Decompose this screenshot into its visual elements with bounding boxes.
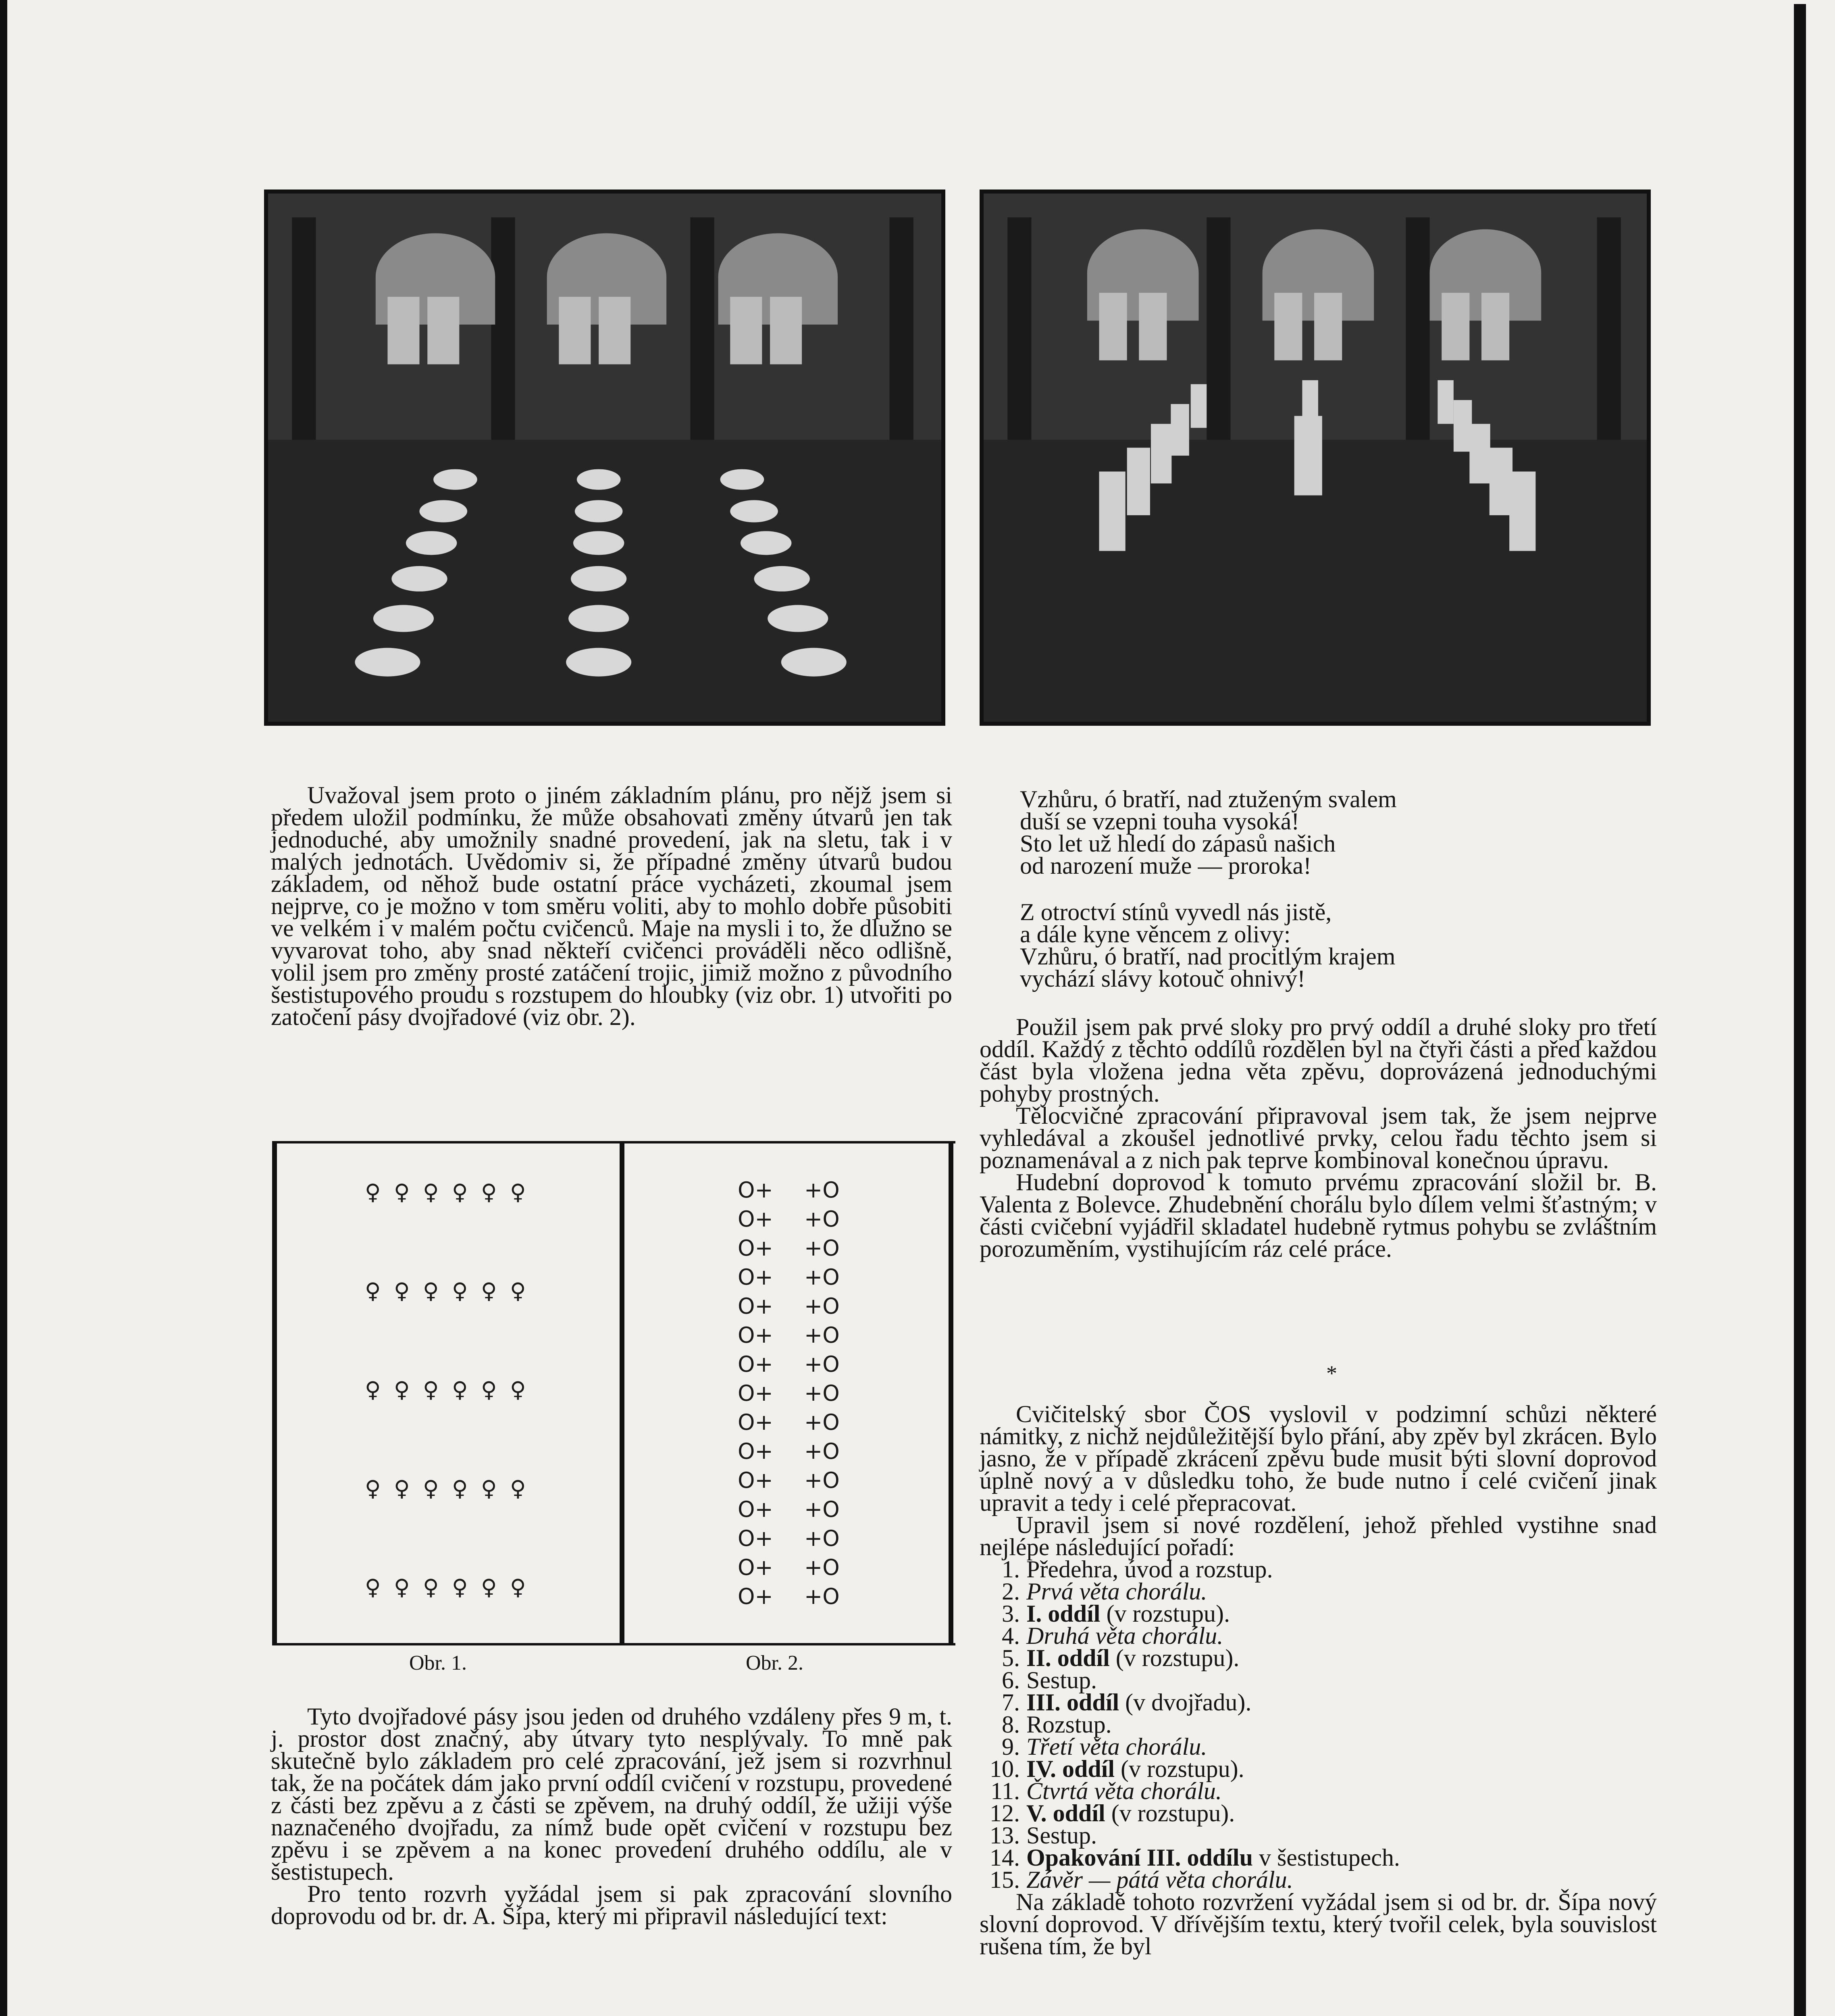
gymnast-symbol: ♀ [510, 1476, 526, 1501]
caption-figure-2: Obr. 2. [746, 1652, 803, 1674]
list-text [1026, 1622, 1223, 1649]
list-text-italic: Třetí věta chorálu. [1026, 1733, 1207, 1760]
list-number: 8. [1002, 1711, 1020, 1738]
list-number: 6. [1002, 1667, 1020, 1693]
gymnast-symbol: ♀ [452, 1377, 468, 1402]
diagram-divider [620, 1141, 624, 1643]
gymnast-symbol: ♀ [481, 1377, 497, 1402]
gymnast-pair-left: O+ [738, 1235, 773, 1261]
poem [1020, 788, 1657, 990]
list-text-italic: Prvá věta chorálu. [1026, 1578, 1207, 1605]
formation-diagram [272, 1141, 955, 1645]
gymnast-pair-right: +O [804, 1264, 840, 1290]
list-text-plain: Rozstup. [1026, 1711, 1112, 1738]
paragraph: Použil jsem pak prvé sloky pro prvý oddíl a druhé sloky pro třetí oddíl. Každý z těchto oddílů rozdělen byl na čtyři části a před každou část byla vložena jedna věta zpěvu, doprovázená jednoduchými pohyby prostných. [980, 1014, 1657, 1107]
paragraph: Hudební doprovod k tomuto prvému zpracování složil br. B. Valenta z Bolevce. Zhudebnění chorálu bylo dílem velmi šťastným; v části cvičební vyjádřil skladatel hudebně rytmus pohybu se zvláštním porozuměním, vystihujícím ráz celé práce. [980, 1169, 1657, 1262]
gymnast-pair-left: O+ [738, 1293, 773, 1319]
paragraph: Uvažoval jsem proto o jiném základním plánu, pro nějž jsem si předem uložil podmínku, že může obsahovati změny útvarů jen tak jednoduché, aby umožnily snadné provedení, jak na sletu, tak i v malých jednotách. Uvědomiv si, že případné změny útvarů budou základem, od něhož bude ostatní práce vycházeti, zkoumal jsem nejprve, co je možno v tom směru voliti, aby to mohlo dobře působiti ve velkém i v malém počtu cvičenců. Maje na mysli i to, že dlužno se vyvarovat toho, aby snad někteří cvičenci prováděli něco odlišně, volil jsem pro změny prosté zatáčení trojic, jimiž možno z původního šestistupového proudu s rozstupem do hloubky (viz obr. 1) utvořiti po zatočení pásy dvojřadové (viz obr. 2). [271, 782, 952, 1030]
list-text [1026, 1669, 1097, 1691]
poem-stanza-1 [1020, 788, 1657, 877]
list-text [1026, 1758, 1244, 1780]
list-item [980, 1824, 1657, 1847]
gymnast-pair-right: +O [804, 1497, 840, 1522]
gymnast-pair-left: O+ [738, 1352, 773, 1377]
list-text-plain: v šestistupech. [1252, 1844, 1400, 1871]
gymnast-pair-left: O+ [738, 1264, 773, 1290]
list-text [1026, 1691, 1251, 1714]
list-text [1026, 1578, 1207, 1605]
diagram-bottom-rule [272, 1643, 955, 1645]
list-text [1026, 1802, 1235, 1824]
list-text [1026, 1558, 1273, 1581]
list-text-bold: Opakování III. oddílu [1026, 1844, 1253, 1871]
list-text [1026, 1647, 1239, 1669]
list-number: 10. [990, 1756, 1020, 1782]
poem-line: Z otroctví stínů vyvedl nás jistě, [1020, 899, 1332, 925]
gymnast-pair-right: +O [804, 1235, 840, 1261]
list-number: 9. [1002, 1733, 1020, 1760]
right-column-lower [980, 1403, 1657, 1958]
list-text [1026, 1844, 1400, 1871]
poem-stanza-2 [1020, 901, 1657, 990]
gymnast-symbol: ♀ [481, 1179, 497, 1205]
list-text [1026, 1600, 1230, 1627]
gymnast-pair-right: +O [804, 1555, 840, 1580]
gymnast-pair-left: O+ [738, 1410, 773, 1435]
list-item [980, 1758, 1657, 1780]
gymnast-pair-right: +O [804, 1352, 840, 1377]
list-item [980, 1647, 1657, 1669]
gymnast-symbol: ♀ [510, 1278, 526, 1304]
left-column-lower [271, 1703, 952, 1929]
program-order-list [980, 1558, 1657, 1891]
list-text-plain: (v dvojřadu). [1119, 1689, 1252, 1716]
gymnast-symbol: ♀ [423, 1476, 439, 1501]
right-column [1020, 788, 1657, 990]
list-text-bold: V. oddíl [1026, 1800, 1105, 1826]
gymnast-pair-left: O+ [738, 1555, 773, 1580]
list-text-italic: Druhá věta chorálu. [1026, 1622, 1223, 1649]
section-separator: * [1326, 1361, 1337, 1385]
list-text [1026, 1824, 1097, 1847]
diagram-right-edge [949, 1141, 953, 1643]
list-number: 3. [1002, 1600, 1020, 1627]
gymnast-pair-left: O+ [738, 1497, 773, 1522]
gymnast-pair-right: +O [804, 1206, 840, 1232]
list-text [1026, 1866, 1293, 1893]
paragraph: Tyto dvojřadové pásy jsou jeden od druhého vzdáleny přes 9 m, t. j. prostor dost značný, aby útvary tyto nesplývaly. To mně pak skutečně bylo základem pro celé zpracování, jež jsem si rozvrhnul tak, že na počátek dám jako první oddíl cvičení v rozstupu, provedené z části bez zpěvu a z části se zpěvem, na druhý oddíl, že užiji výše naznačeného dvojřadu, za nímž bude opět cvičení v rozstupu bez zpěvu i se zpěvem a na konec provedení druhého oddílu, ale v šestistupech. [271, 1703, 952, 1885]
gymnast-pair-right: +O [804, 1322, 840, 1348]
gymnast-symbol: ♀ [452, 1278, 468, 1304]
list-item [980, 1558, 1657, 1581]
list-number: 2. [1002, 1578, 1020, 1605]
paragraph: Na základě tohoto rozvržení vyžádal jsem si od br. dr. Šípa nový slovní doprovod. V dřívějším textu, který tvořil celek, byla souvislost rušena tím, že byl [980, 1889, 1657, 1960]
poem-line: duší se vzepni touha vysoká! [1020, 808, 1300, 835]
gymnast-symbol: ♀ [510, 1574, 526, 1600]
gymnast-symbol: ♀ [481, 1574, 497, 1600]
poem-line: Sto let už hledí do zápasů našich [1020, 830, 1336, 857]
list-item [980, 1733, 1657, 1760]
diagram-left-edge [272, 1141, 277, 1643]
list-number: 12. [990, 1800, 1020, 1826]
paragraph: Tělocvičné zpracování připravoval jsem tak, že jsem nejprve vyhledával a zkoušel jednotlivé prvky, celou řadu těchto jsem si poznamenával a z nich pak teprve kombinoval konečnou úpravu. [980, 1102, 1657, 1173]
gymnast-pair-right: +O [804, 1526, 840, 1551]
list-item [980, 1691, 1657, 1714]
gymnast-symbol: ♀ [394, 1377, 410, 1402]
gymnast-pair-right: +O [804, 1381, 840, 1406]
poem-line: Vzhůru, ó bratří, nad procitlým krajem [1020, 943, 1396, 970]
list-text-italic: Závěr — pátá věta chorálu. [1026, 1866, 1293, 1893]
gymnast-symbol: ♀ [394, 1278, 410, 1304]
list-number: 7. [1002, 1689, 1020, 1716]
gymnast-symbol: ♀ [394, 1574, 410, 1600]
list-text-bold: III. oddíl [1026, 1689, 1119, 1716]
list-item [980, 1669, 1657, 1691]
diagram-top-rule [272, 1141, 955, 1143]
gymnast-symbol: ♀ [365, 1278, 381, 1304]
list-number: 14. [990, 1844, 1020, 1871]
gymnast-symbol: ♀ [365, 1179, 381, 1205]
list-text-bold: II. oddíl [1026, 1645, 1110, 1671]
list-item [980, 1578, 1657, 1605]
gymnast-pair-right: +O [804, 1293, 840, 1319]
paragraph: Upravil jsem si nové rozdělení, jehož přehled vystihne snad nejlépe následující pořadí: [980, 1512, 1657, 1560]
list-item [980, 1844, 1657, 1871]
caption-figure-1: Obr. 1. [409, 1652, 467, 1674]
list-item [980, 1711, 1657, 1738]
gymnast-pair-right: +O [804, 1177, 840, 1203]
gymnast-symbol: ♀ [423, 1179, 439, 1205]
gymnast-symbol: ♀ [365, 1476, 381, 1501]
list-item [980, 1622, 1657, 1649]
gymnast-pair-left: O+ [738, 1584, 773, 1609]
poem-line: a dále kyne věncem z olivy: [1020, 921, 1291, 948]
gymnast-symbol: ♀ [510, 1377, 526, 1402]
right-column-body [980, 1016, 1657, 1260]
gymnast-symbol: ♀ [452, 1476, 468, 1501]
gymnast-symbol: ♀ [481, 1278, 497, 1304]
gymnast-symbol: ♀ [423, 1377, 439, 1402]
gymnast-pair-left: O+ [738, 1468, 773, 1493]
gymnast-symbol: ♀ [394, 1476, 410, 1501]
gymnast-symbol: ♀ [365, 1574, 381, 1600]
list-text [1026, 1780, 1222, 1802]
photo-right [980, 190, 1651, 726]
list-text-plain: Předehra, úvod a rozstup. [1026, 1556, 1273, 1583]
paragraph: Cvičitelský sbor ČOS vyslovil v podzimní schůzi některé námitky, z nichž nejdůležitější bylo přání, aby zpěv byl zkrácen. Bylo jasno, že v případě zkrácení zpěvu bude musit býti slovní doprovod úplně nový a v důsledku toho, že bude nutno i celé cvičení jinak upravit a tedy i celé přepracovat. [980, 1401, 1657, 1516]
gymnast-symbol: ♀ [510, 1179, 526, 1205]
list-number: 11. [990, 1778, 1020, 1804]
gymnasts-standing-photo [984, 194, 1647, 722]
list-text-plain: (v rozstupu). [1109, 1645, 1240, 1671]
gymnast-symbol: ♀ [365, 1377, 381, 1402]
gymnast-pair-left: O+ [738, 1439, 773, 1464]
list-item [980, 1600, 1657, 1627]
list-text-plain: (v rozstupu). [1105, 1800, 1235, 1826]
photo-left [264, 190, 945, 726]
list-text-plain: (v rozstupu). [1100, 1600, 1230, 1627]
gymnast-symbol: ♀ [481, 1476, 497, 1501]
gymnast-pair-left: O+ [738, 1322, 773, 1348]
gymnast-pair-left: O+ [738, 1526, 773, 1551]
list-text [1026, 1711, 1112, 1738]
gymnast-pair-left: O+ [738, 1206, 773, 1232]
list-text-bold: I. oddíl [1026, 1600, 1101, 1627]
list-number: 1. [1002, 1556, 1020, 1583]
list-text-bold: IV. oddíl [1026, 1756, 1115, 1782]
paragraph: Pro tento rozvrh vyžádal jsem si pak zpracování slovního doprovodu od br. dr. A. Šípa, který mi připravil následující text: [271, 1881, 952, 1929]
list-number: 15. [990, 1866, 1020, 1893]
list-number: 4. [1002, 1622, 1020, 1649]
gymnasts-kneeling-photo [268, 194, 941, 722]
list-number: 5. [1002, 1645, 1020, 1671]
gymnast-symbol: ♀ [423, 1574, 439, 1600]
gymnast-symbol: ♀ [394, 1179, 410, 1205]
list-text-plain: Sestup. [1026, 1667, 1097, 1693]
left-column [271, 784, 952, 1028]
gymnast-symbol: ♀ [452, 1574, 468, 1600]
list-number: 13. [990, 1822, 1020, 1849]
poem-line: vychází slávy kotouč ohnivý! [1020, 965, 1306, 992]
list-text-plain: (v rozstupu). [1115, 1756, 1244, 1782]
gymnast-pair-left: O+ [738, 1177, 773, 1203]
scan-edge [0, 0, 7, 2016]
gymnast-pair-right: +O [804, 1439, 840, 1464]
poem-line: od narození muže — proroka! [1020, 852, 1312, 879]
gymnast-symbol: ♀ [423, 1278, 439, 1304]
list-item [980, 1780, 1657, 1802]
list-item [980, 1802, 1657, 1824]
list-text-italic: Čtvrtá věta chorálu. [1026, 1778, 1222, 1804]
gymnast-symbol: ♀ [452, 1179, 468, 1205]
gymnast-pair-right: +O [804, 1584, 840, 1609]
gymnast-pair-right: +O [804, 1410, 840, 1435]
gymnast-pair-left: O+ [738, 1381, 773, 1406]
poem-line: Vzhůru, ó bratří, nad ztuženým svalem [1020, 786, 1397, 812]
gymnast-pair-right: +O [804, 1468, 840, 1493]
list-item [980, 1866, 1657, 1893]
list-text [1026, 1733, 1207, 1760]
list-text-plain: Sestup. [1026, 1822, 1097, 1849]
